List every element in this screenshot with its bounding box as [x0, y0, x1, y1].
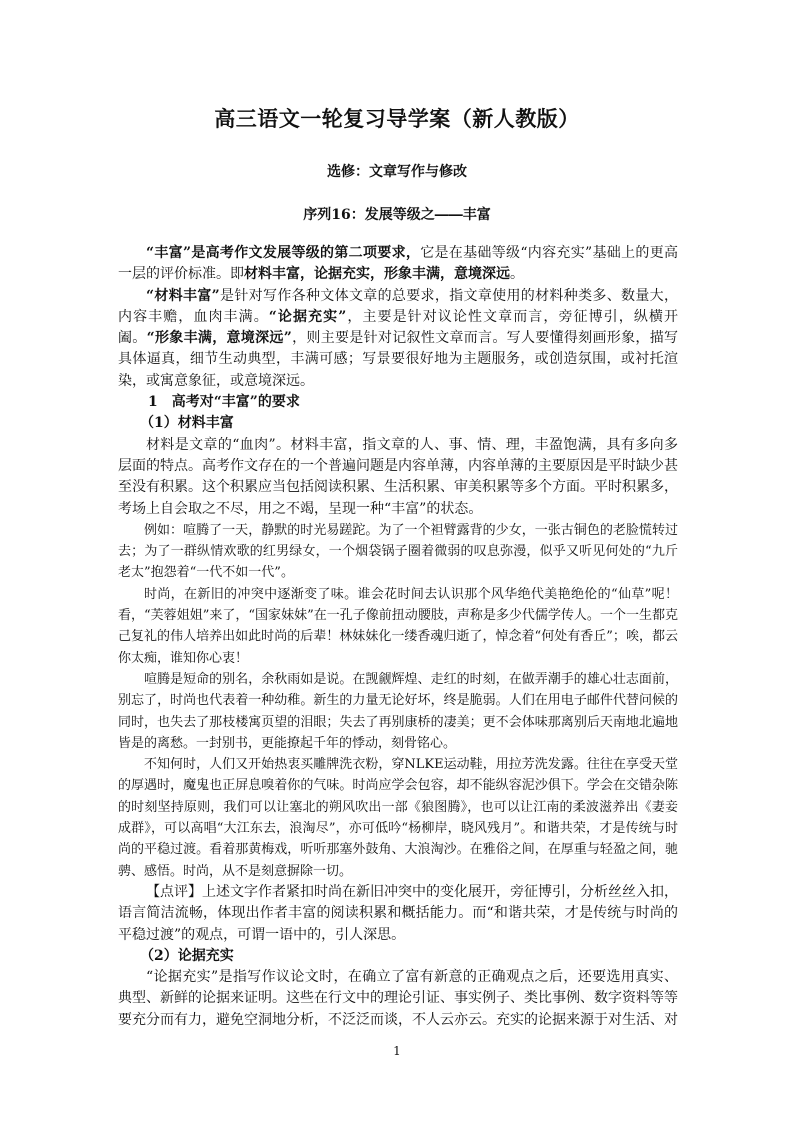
- evidence-paragraph: “论据充实”是指写作议论文时，在确立了富有新意的正确观点之后，还要选用真实、典型、新鲜的论据来证明。这些在行文中的理论引证、事实例子、类比事例、数字资料等等要充分而有力，避免空洞地分析，不泛泛而谈，不人云亦云。充实的论据来源于对生活、对: [118, 969, 678, 1028]
- criteria-paragraph: “材料丰富”是针对写作各种文体文章的总要求，指文章使用的材料种类多、数量大，内容丰赡，血肉丰满。“论据充实”，主要是针对议论性文章而言，旁征博引，纵横开阖。“形象丰满，意境深远”，则主要是针对记叙性文章而言。写人要懂得刻画形象，描写具体逼真，细节生动典型，丰满可感；写景要很好地为主题服务，或创造氛围，或衬托渲染，或寓意象征，或意境深远。: [118, 287, 679, 389]
- document-section-title: 序列16：发展等级之――丰富: [303, 207, 491, 223]
- example-paragraph-2: 时尚，在新旧的冲突中逐渐变了味。谁会花时间去认识那个风华绝代美艳绝伦的“仙草”呢！看，“芙蓉姐姐”来了，“国家妹妹”在一孔子像前扭动腰肢，声称是多少代儒学传人。一个一生都克己复礼的伟人培养出如此时尚的后辈！林妹妹化一缕香魂归逝了，悼念着“何处有香丘”；唉，都云你太痴，谁知你心衷！: [118, 586, 678, 666]
- document-subtitle: 选修：文章写作与修改: [327, 164, 467, 180]
- heading-rich-material: （1）材料丰富: [140, 415, 234, 432]
- intro-paragraph: “丰富”是高考作文发展等级的第二项要求，它是在基础等级“内容充实”基础上的更高一层的评价标准。即材料丰富，论据充实，形象丰满，意境深远。: [118, 245, 678, 283]
- example-paragraph-1: 例如：喧腾了一天，静默的时光易蹉跎。为了一个袒臂露背的少女，一张古铜色的老脸慌转过去；为了一群纵情欢歌的红男绿女，一个烟袋锅子圈着微弱的叹息弥漫，似乎又听见何处的“九斤老太”抱怨着“一代不如一代”。: [118, 522, 678, 581]
- document-body: [118, 243, 678, 1031]
- comment-paragraph: 【点评】上述文字作者紧扣时尚在新旧冲突中的变化展开，旁征博引，分析丝丝入扣，语言简洁流畅，体现出作者丰富的阅读积累和概括能力。而“和谐共荣，才是传统与时尚的平稳过渡”的观点，可谓一语中的，引人深思。: [118, 883, 678, 943]
- document-title: 高三语文一轮复习导学案（新人教版）: [214, 106, 580, 131]
- material-paragraph: 材料是文章的“血肉”。材料丰富，指文章的人、事、情、理，丰盈饱满，具有多向多层面的特点。高考作文存在的一个普遍问题是内容单薄，内容单薄的主要原因是平时缺少甚至没有积累。这个积累应当包括阅读积累、生活积累、审美积累等多个方面。平时积累多，考场上自会取之不尽，用之不竭，呈现一种“丰富”的状态。: [118, 436, 678, 517]
- heading-requirements: 1 高考对“丰富”的要求: [148, 394, 300, 411]
- example-paragraph-4: 不知何时，人们又开始热衷买雕牌洗衣粉，穿NLKE运动鞋，用拉芳洗发露。往往在享受天堂的厚遇时，魔鬼也正屏息嗅着你的气味。时尚应学会包容，却不能纵容泥沙俱下。学会在交错杂陈的时刻坚持原则，我们可以让塞北的朔风吹出一部《狼图腾》，也可以让江南的柔波滋养出《妻妾成群》，可以高唱“大江东去，浪淘尽”，亦可低吟“杨柳岸，晓风残月”。和谐共荣，才是传统与时尚的平稳过渡。看着那黄梅戏，听听那塞外鼓角、大浪淘沙。在雅俗之间，在厚重与轻盈之间，驰骋、感悟。时尚，从不是刻意摒除一切。: [118, 757, 678, 879]
- example-paragraph-3: 喧腾是短命的别名，余秋雨如是说。在觊觎辉煌、走红的时刻，在做弄潮手的雄心壮志面前，别忘了，时尚也代表着一种幼稚。新生的力量无论好坏，终是脆弱。人们在用电子邮件代替问候的同时，也失去了那枝楼寓页望的泪眼；失去了再别康桥的凄美；更不会体味那离别后天南地北遍地皆是的离愁。一封别书，更能撩起千年的悸动，刻骨铭心。: [118, 671, 678, 751]
- heading-sufficient-evidence: （2）论据充实: [140, 947, 234, 964]
- intro-bold-criteria: 材料丰富，论据充实，形象丰满，意境深远: [244, 266, 510, 283]
- intro-bold-lead: “丰富”是高考作文发展等级的第二项要求，: [146, 245, 421, 261]
- page-number: 1: [393, 1044, 401, 1058]
